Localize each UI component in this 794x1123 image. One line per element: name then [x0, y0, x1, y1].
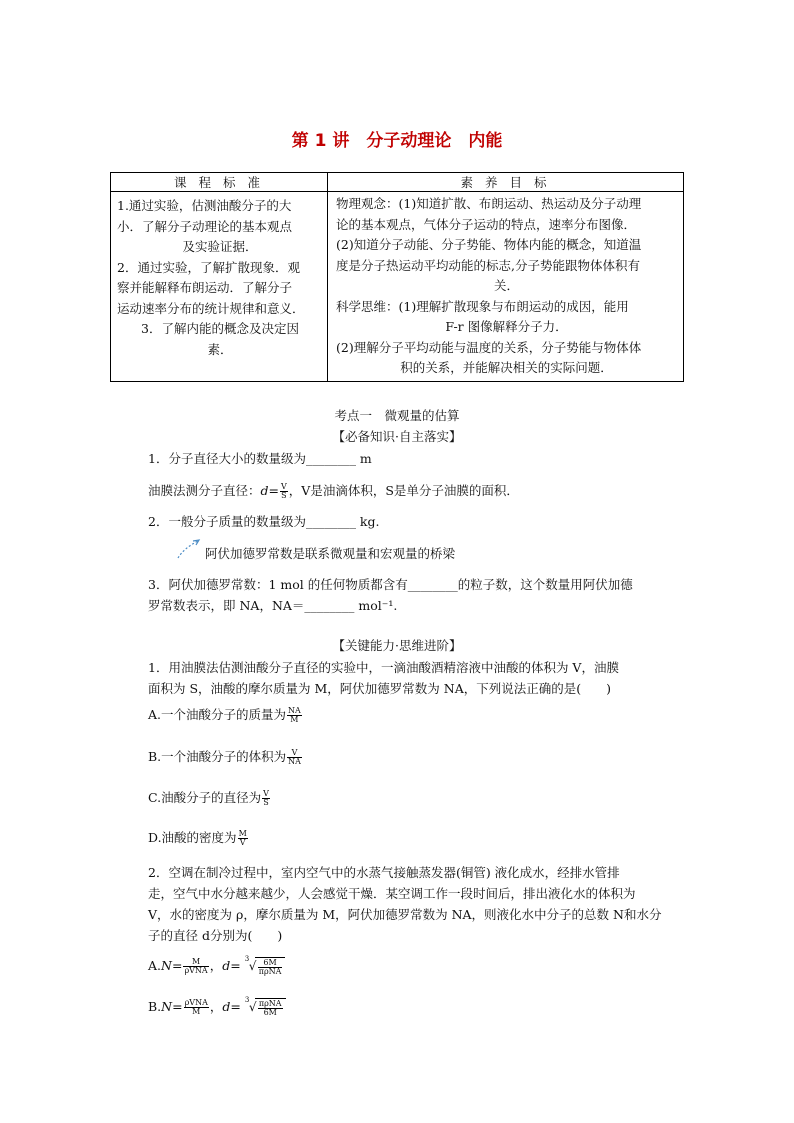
- literacy-line: F-r 图像解释分子力．: [445, 319, 568, 334]
- problem-1-line: 面积为 S，油酸的摩尔质量为 M，阿伏加德罗常数为 NA，下列说法正确的是( ): [148, 681, 612, 696]
- frac-den: M: [192, 1007, 201, 1016]
- question-2: 2．一般分子质量的数量级为________ kg.: [148, 514, 380, 529]
- n-eq: N=: [161, 999, 183, 1014]
- literacy-line: 物理观念：(1)知道扩散、布朗运动、热运动及分子动理: [336, 196, 642, 211]
- standards-table: [110, 172, 684, 382]
- option-text: B.一个油酸分子的体积为: [148, 749, 287, 764]
- n-eq: N=: [161, 958, 183, 973]
- frac-den: πρNA: [258, 967, 282, 976]
- oil-eq: =: [268, 483, 280, 498]
- d-eq: d=: [222, 958, 241, 973]
- root-index: 3: [244, 955, 250, 963]
- curriculum-cell: [111, 192, 328, 382]
- oil-fraction: [280, 483, 288, 500]
- oil-film-formula: [148, 481, 519, 500]
- question-3-line1: 3．阿伏加德罗常数：1 mol 的任何物质都含有________的粒子数，这个数量用阿伏加德: [148, 577, 633, 592]
- n-fraction: [184, 999, 209, 1016]
- curriculum-line: 3．了解内能的概念及决定因: [141, 321, 299, 336]
- literacy-line: 度是分子热运动平均动能的标志,分子势能跟物体体积有: [336, 257, 640, 273]
- n-fraction: [183, 958, 208, 975]
- problem-2-line: 走，空气中水分越来越少，人会感觉干燥．某空调工作一段时间后，排出液化水的体积为: [148, 886, 636, 901]
- option-text: D.油酸的密度为: [148, 830, 237, 845]
- section2-heading: 【关键能力·思维进阶】: [332, 638, 462, 653]
- problem-1-option-a: [148, 705, 303, 724]
- cube-root: [245, 957, 286, 976]
- frac-den: M: [290, 715, 299, 724]
- d-fraction: [258, 1000, 283, 1017]
- curriculum-line: 2．通过实验，了解扩散现象．观: [117, 259, 300, 275]
- option-label: A.: [148, 958, 162, 973]
- literacy-line: 关．: [493, 278, 519, 293]
- curriculum-line: 小．了解分子动理论的基本观点: [117, 218, 293, 234]
- frac-num: NA: [288, 706, 301, 715]
- oil-den: S: [281, 491, 287, 500]
- cube-root: [245, 998, 286, 1017]
- literacy-line: 论的基本观点，气体分子运动的特点，速率分布图像．: [336, 216, 637, 232]
- literacy-line: (2)知道分子动能、分子势能、物体内能的概念，知道温: [336, 237, 642, 252]
- frac-num: πρNA: [258, 999, 282, 1008]
- d-fraction: [258, 959, 283, 976]
- problem-1-option-b: [148, 747, 303, 766]
- option-text: A.一个油酸分子的质量为: [148, 707, 287, 722]
- curriculum-line: 及实验证据．: [182, 239, 258, 254]
- option-fraction: [287, 707, 302, 724]
- col-header-curriculum: 课 程 标 准: [111, 173, 328, 192]
- curriculum-line: 运动速率分布的统计规律和意义．: [117, 300, 305, 316]
- frac-den: V: [239, 838, 246, 847]
- literacy-line: 积的关系，并能解决相关的实际问题．: [400, 360, 613, 375]
- oil-suffix: ，V是油滴体积，S是单分子油膜的面积．: [288, 483, 519, 498]
- frac-num: ρVNA: [184, 998, 208, 1007]
- oil-num: V: [281, 482, 287, 491]
- option-fraction: [262, 790, 270, 807]
- frac-den: NA: [288, 757, 301, 766]
- problem-2-line: 子的直径 d分别为( ): [148, 928, 283, 943]
- curriculum-line: 素．: [207, 341, 233, 357]
- problem-1-option-c: [148, 788, 271, 807]
- comma: ，: [209, 999, 223, 1014]
- problem-1-option-d: [148, 828, 249, 847]
- curriculum-line: 察并能解释布朗运动．了解分子: [117, 280, 293, 295]
- bridge-arrow-icon: [176, 538, 202, 560]
- frac-num: M: [183, 958, 208, 967]
- col-header-literacy: 素 养 目 标: [328, 173, 684, 192]
- literacy-line: (2)理解分子平均动能与温度的关系，分子势能与物体体: [336, 339, 642, 355]
- problem-2-line: V，水的密度为 ρ，摩尔质量为 M，阿伏加德罗常数为 NA，则液化水中分子的总数 N和水分: [148, 907, 662, 922]
- question-3-line2: 罗常数表示，即 NA，NA＝________ mol⁻¹.: [148, 598, 398, 613]
- problem-1-line: 1．用油膜法估测油酸分子直径的实验中，一滴油酸酒精溶液中油酸的体积为 V，油膜: [148, 660, 619, 675]
- page-title: 第 1 讲 分子动理论 内能: [291, 131, 503, 151]
- frac-num: V: [263, 789, 269, 798]
- comma: ，: [209, 958, 223, 973]
- oil-d: d: [260, 483, 269, 498]
- frac-num: 6M: [258, 959, 283, 968]
- d-eq: d=: [222, 999, 241, 1014]
- section1-heading: 考点一 微观量的估算: [334, 408, 460, 423]
- literacy-line: 科学思维：(1)理解扩散现象与布朗运动的成因，能用: [336, 298, 629, 314]
- radical-icon: √: [248, 1000, 257, 1014]
- problem-2-line: 2．空调在制冷过程中，室内空气中的水蒸气接触蒸发器(铜管) 液化成水，经排水管排: [148, 865, 620, 880]
- option-label: B.: [148, 999, 162, 1014]
- question-1: 1．分子直径大小的数量级为________ m: [148, 451, 372, 466]
- bridge-text: 阿伏加德罗常数是联系微观量和宏观量的桥梁: [205, 546, 456, 561]
- option-fraction: [287, 749, 302, 766]
- frac-den: 6M: [263, 1008, 277, 1017]
- oil-prefix: 油膜法测分子直径：: [148, 483, 261, 498]
- frac-num: M: [238, 829, 247, 838]
- frac-num: V: [287, 749, 302, 758]
- curriculum-line: 1.通过实验，估测油酸分子的大: [117, 198, 292, 213]
- option-fraction: [238, 830, 248, 847]
- frac-den: S: [263, 798, 269, 807]
- section1-subheading: 【必备知识·自主落实】: [332, 429, 462, 444]
- literacy-cell: [328, 192, 684, 382]
- radical-icon: √: [248, 959, 257, 973]
- problem-2-option-b: [148, 997, 286, 1017]
- option-text: C.油酸分子的直径为: [148, 790, 262, 805]
- problem-2-option-a: [148, 956, 285, 976]
- root-index: 3: [244, 996, 250, 1004]
- frac-den: ρVNA: [184, 966, 208, 975]
